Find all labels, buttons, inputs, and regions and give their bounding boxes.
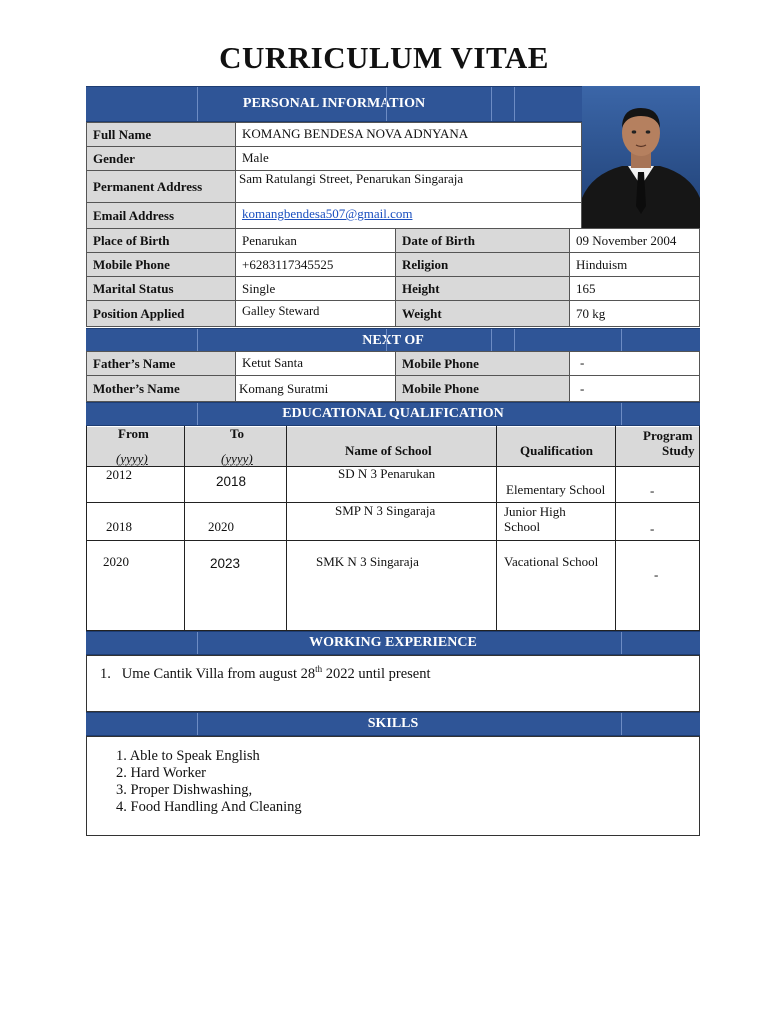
label-religion: Religion	[395, 252, 570, 277]
header-from-format: (yyyy)	[116, 451, 148, 466]
skill-text: Proper Dishwashing,	[130, 782, 253, 798]
work-item-1	[100, 664, 431, 683]
label-father-phone: Mobile Phone	[395, 351, 570, 376]
value-place-of-birth: Penarukan	[235, 228, 396, 253]
label-email: Email Address	[86, 202, 236, 229]
email-link[interactable]: komangbendesa507@gmail.com	[242, 206, 413, 221]
section-title: PERSONAL INFORMATION	[242, 96, 426, 111]
label-full-name: Full Name	[86, 122, 236, 147]
value-father-phone: -	[569, 351, 700, 376]
edu-row-2-to: 2020	[208, 519, 234, 534]
header-from: From	[118, 426, 149, 441]
value-mother-name: Komang Suratmi	[235, 375, 396, 402]
edu-row-3-qualification: Vacational School	[504, 554, 599, 569]
section-title: EDUCATIONAL QUALIFICATION	[282, 406, 504, 421]
skill-text: Food Handling And Cleaning	[130, 799, 302, 815]
skill-text: Hard Worker	[130, 765, 206, 781]
skill-item-2	[116, 765, 206, 782]
value-father-name: Ketut Santa	[235, 351, 396, 376]
label-marital-status: Marital Status	[86, 276, 236, 301]
work-text-end: 2022 until present	[322, 665, 431, 682]
edu-row-1-qualification: Elementary School	[506, 482, 606, 497]
skill-text: Able to Speak English	[129, 748, 260, 764]
edu-row-2-qualification-line-2: School	[504, 519, 541, 534]
edu-row-1-from: 2012	[106, 467, 132, 482]
label-mother-name: Mother’s Name	[86, 375, 236, 402]
profile-photo	[582, 86, 700, 228]
label-place-of-birth: Place of Birth	[86, 228, 236, 253]
label-mother-phone: Mobile Phone	[395, 375, 570, 402]
value-marital-status: Single	[235, 276, 396, 301]
edu-row-2-program: -	[650, 521, 655, 536]
value-position-applied: Galley Steward	[235, 300, 396, 327]
edu-row-3-school: SMK N 3 Singaraja	[316, 554, 419, 569]
section-title: WORKING EXPERIENCE	[309, 635, 477, 650]
section-header-personal	[86, 86, 582, 122]
value-gender: Male	[235, 146, 582, 171]
label-address: Permanent Address	[86, 170, 236, 203]
list-number: 1.	[100, 665, 111, 682]
list-number: 1.	[116, 748, 127, 764]
value-email	[235, 202, 582, 229]
edu-row-2-school: SMP N 3 Singaraja	[335, 503, 436, 518]
label-weight: Weight	[395, 300, 570, 327]
value-height: 165	[569, 276, 700, 301]
label-gender: Gender	[86, 146, 236, 171]
edu-row-3-from: 2020	[103, 554, 129, 569]
list-number: 4.	[116, 799, 127, 815]
header-program: Program	[643, 428, 693, 443]
value-full-name: KOMANG BENDESA NOVA ADNYANA	[235, 122, 582, 147]
label-father-name: Father’s Name	[86, 351, 236, 376]
edu-row-3-to: 2023	[210, 556, 241, 571]
label-position-applied: Position Applied	[86, 300, 236, 327]
header-qualification: Qualification	[520, 443, 593, 458]
work-text: Ume Cantik Villa from august 28	[121, 665, 316, 682]
label-height: Height	[395, 276, 570, 301]
value-address: Sam Ratulangi Street, Penarukan Singaraja	[235, 170, 582, 203]
header-study: Study	[662, 443, 695, 458]
header-to: To	[230, 426, 244, 441]
skill-item-3	[116, 782, 252, 799]
edu-row-1-program: -	[650, 483, 655, 498]
label-mobile-phone: Mobile Phone	[86, 252, 236, 277]
label-date-of-birth: Date of Birth	[395, 228, 570, 253]
section-header-education	[86, 402, 700, 426]
value-date-of-birth: 09 November 2004	[569, 228, 700, 253]
edu-row-1-school: SD N 3 Penarukan	[338, 466, 436, 481]
value-weight: 70 kg	[569, 300, 700, 327]
list-number: 2.	[116, 765, 127, 781]
section-header-next-of	[86, 328, 700, 352]
section-header-skills	[86, 712, 700, 736]
edu-row-1-to: 2018	[216, 474, 247, 489]
value-mobile-phone: +6283117345525	[235, 252, 396, 277]
section-title: NEXT OF	[362, 333, 424, 348]
document-title: CURRICULUM VITAE	[219, 40, 549, 75]
skill-item-4	[116, 799, 302, 816]
header-school: Name of School	[345, 443, 432, 458]
edu-row-2-qualification-line-1: Junior High	[504, 504, 566, 519]
skill-item-1	[116, 748, 260, 765]
header-to-format: (yyyy)	[221, 451, 253, 466]
edu-row-3-program: -	[654, 567, 659, 582]
list-number: 3.	[116, 782, 127, 798]
section-header-work	[86, 631, 700, 655]
section-title: SKILLS	[367, 716, 419, 731]
value-religion: Hinduism	[569, 252, 700, 277]
edu-row-2-from: 2018	[106, 519, 132, 534]
value-mother-phone: -	[569, 375, 700, 402]
work-superscript: th	[315, 664, 323, 674]
